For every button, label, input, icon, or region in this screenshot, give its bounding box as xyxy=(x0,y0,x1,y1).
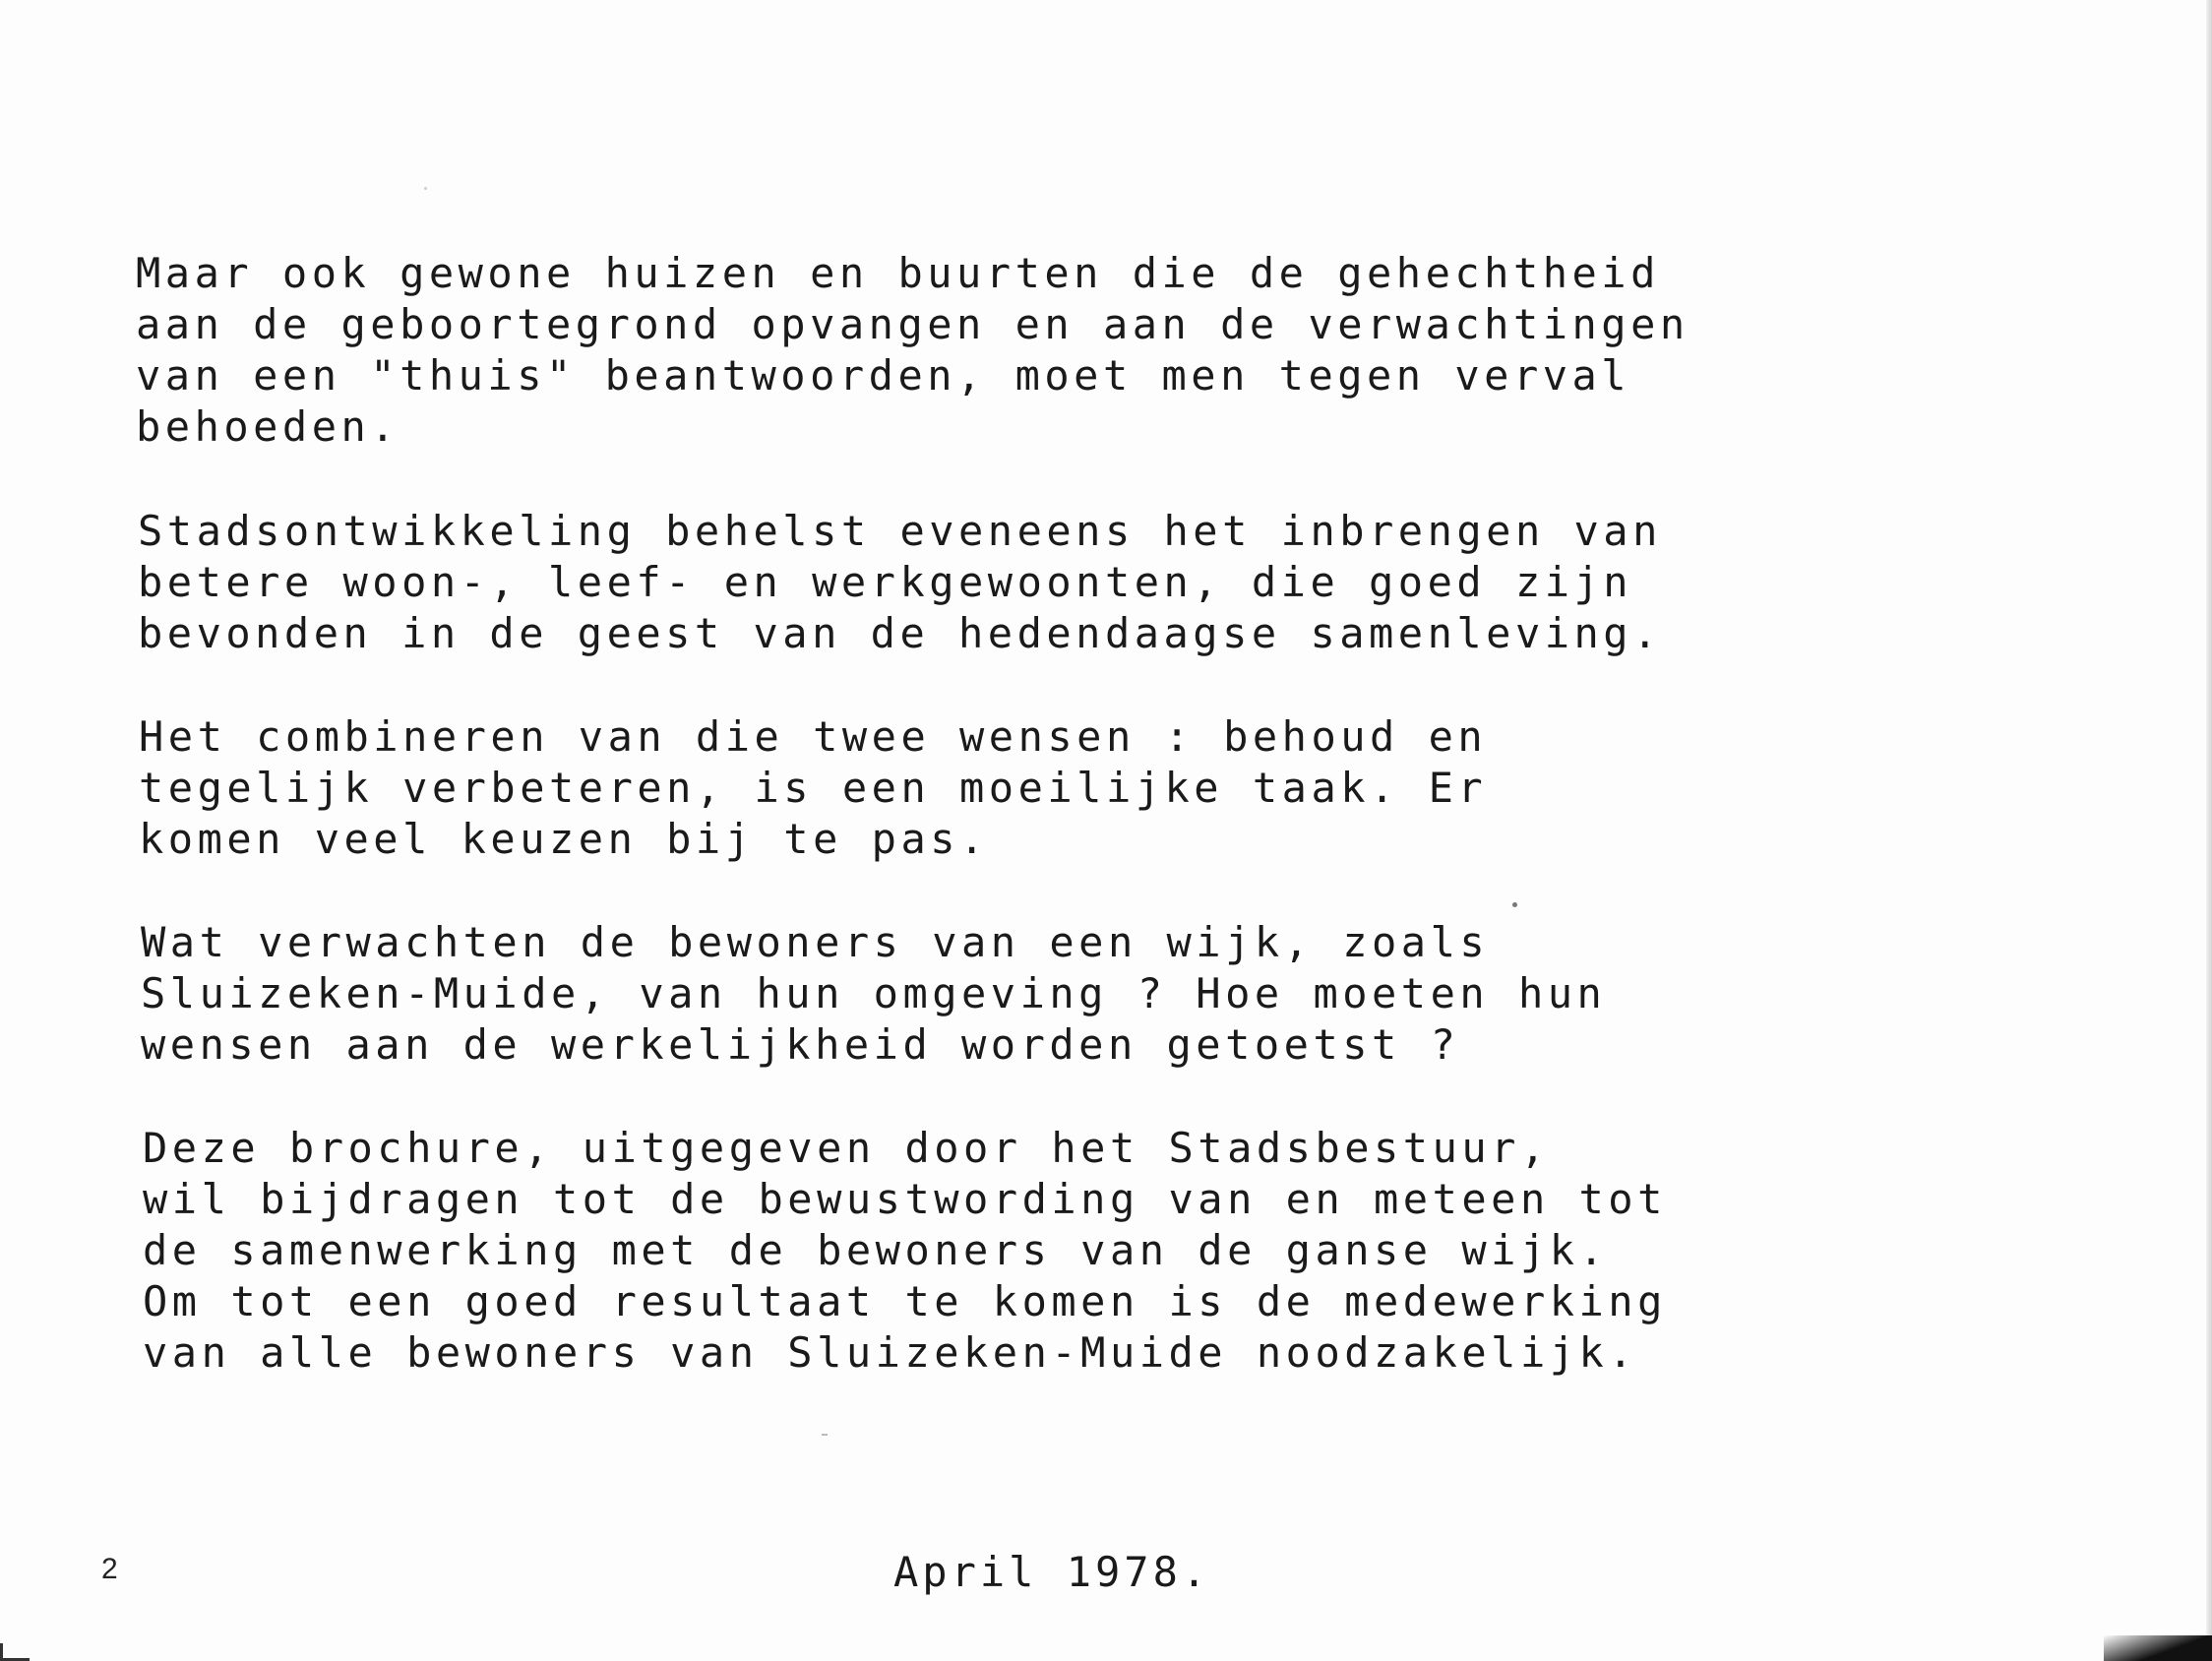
corner-mark xyxy=(0,1643,30,1661)
ink-speck xyxy=(1512,902,1517,907)
paragraph-urban-development: Stadsontwikkeling behelst eveneens het inbrengen van betere woon-, leef- en werkgewoonten, die goed zijn bevonden in de geest van de hedendaagse samenleving. xyxy=(138,507,1662,657)
paragraph-combining-wishes: Het combineren van die twee wensen : behoud en tegelijk verbeteren, is een moeilijke taak. Er komen veel keuzen bij te pas. xyxy=(139,712,1488,863)
paragraph-resident-expectations: Wat verwachten de bewoners van een wijk, zoals Sluizeken-Muide, van hun omgeving ? Hoe moeten hun wensen aan de werkelijkheid worden getoetst ? xyxy=(141,918,1607,1069)
ink-speck xyxy=(424,187,427,190)
ink-speck xyxy=(822,1434,828,1436)
paragraph-preservation: Maar ook gewone huizen en buurten die de gehechtheid aan de geboortegrond opvangen en aan de verwachtingen van een "thuis" beantwoorden, moet men tegen verval behoeden. xyxy=(136,249,1690,451)
page-edge-shadow xyxy=(2206,0,2212,1661)
page-number: 2 xyxy=(101,1553,118,1585)
publication-date: April 1978. xyxy=(893,1548,1211,1596)
paragraph-brochure-purpose: Deze brochure, uitgegeven door het Stadsbestuur, wil bijdragen tot de bewustwording van en meteen tot de samenwerking met de bewoners van de ganse wijk. Om tot een goed resultaat te komen is de medewerking van alle bewoners van Sluizeken-Muide noodzakelijk. xyxy=(143,1124,1667,1377)
corner-shadow xyxy=(2104,1635,2212,1661)
